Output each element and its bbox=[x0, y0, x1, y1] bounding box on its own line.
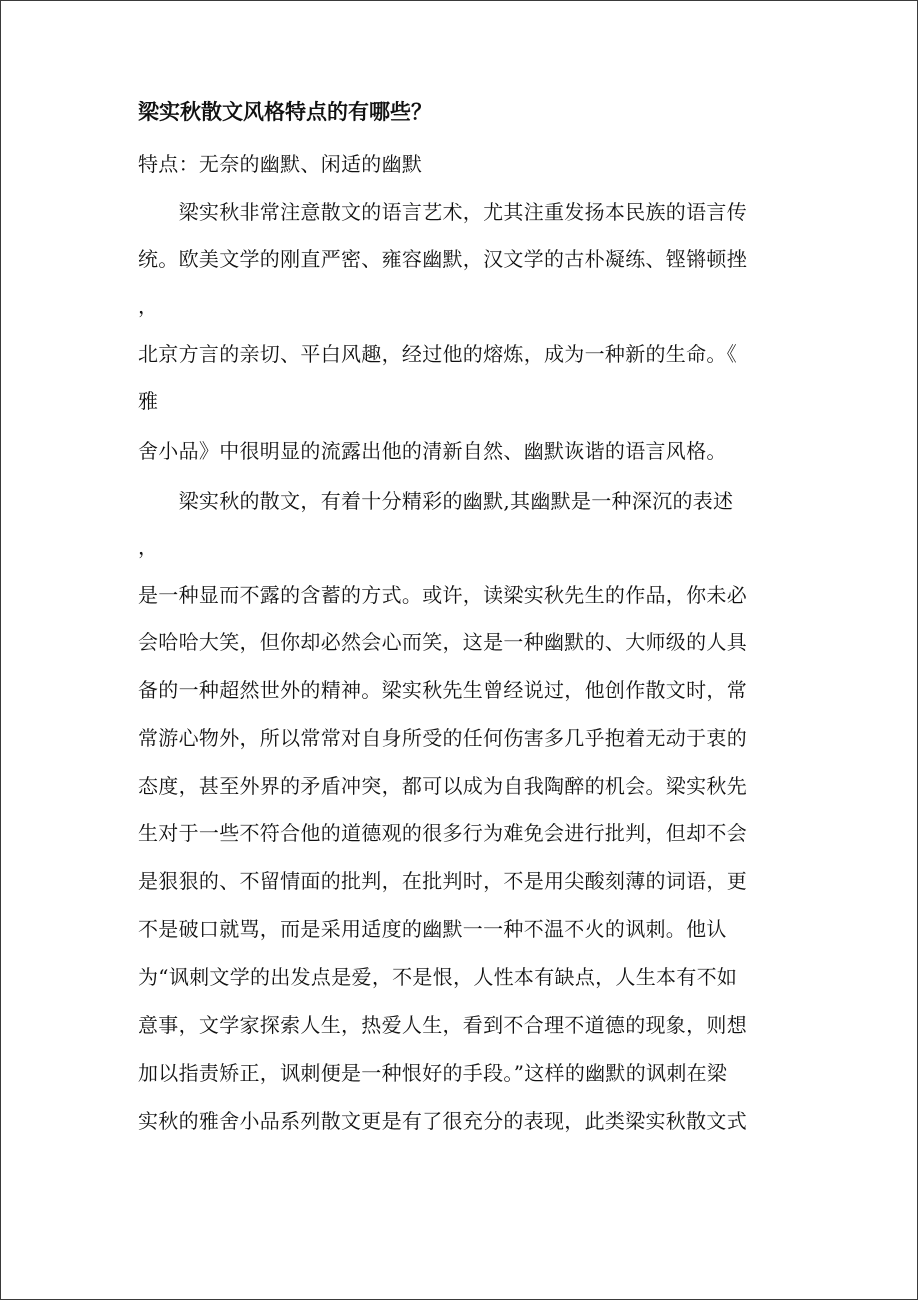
paragraph-line: 态度，甚至外界的矛盾冲突，都可以成为自我陶醉的机会。梁实秋先 bbox=[138, 774, 747, 798]
paragraph-line: 不是破口就骂，而是采用适度的幽默一一种不温不火的讽刺。他认 bbox=[138, 917, 727, 941]
paragraph-line: 舍小品》中很明显的流露出他的清新自然、幽默诙谐的语言风格。 bbox=[138, 439, 727, 463]
paragraph-line: 是一种显而不露的含蓄的方式。或许，读梁实秋先生的作品，你未必 bbox=[138, 583, 747, 607]
paragraph-line: 雅 bbox=[138, 389, 159, 413]
subtitle-line: 特点：无奈的幽默、闲适的幽默 bbox=[138, 152, 423, 176]
paragraph-line: 常游心物外，所以常常对自身所受的任何伤害多几乎抱着无动于衷的 bbox=[138, 726, 747, 750]
paragraph-line: 北京方言的亲切、平白风趣，经过他的熔炼，成为一种新的生命。《 bbox=[138, 342, 737, 366]
paragraph-line: 加以指责矫正，讽刺便是一种恨好的手段。”这样的幽默的讽刺在梁 bbox=[138, 1061, 728, 1085]
paragraph-line: 是狠狠的、不留情面的批判，在批判时，不是用尖酸刻薄的词语，更 bbox=[138, 869, 747, 893]
paragraph-line: 备的一种超然世外的精神。梁实秋先生曾经说过，他创作散文时，常 bbox=[138, 678, 747, 702]
paragraph-line: 生对于一些不符合他的道德观的很多行为难免会进行批判，但却不会 bbox=[138, 821, 747, 845]
paragraph-line: 为“讽刺文学的出发点是爱，不是恨，人性本有缺点，人生本有不如 bbox=[138, 965, 738, 989]
paragraph-line: 意事，文学家探索人生，热爱人生，看到不合理不道德的现象，则想 bbox=[138, 1013, 747, 1037]
paragraph-line: ， bbox=[138, 294, 159, 318]
paragraph-line: 实秋的雅舍小品系列散文更是有了很充分的表现，此类梁实秋散文式 bbox=[138, 1109, 747, 1133]
paragraph-line: 梁实秋非常注意散文的语言艺术，尤其注重发扬本民族的语言传 bbox=[138, 200, 747, 224]
paragraph-line: ， bbox=[138, 535, 159, 559]
paragraph-line: 梁实秋的散文，有着十分精彩的幽默,其幽默是一种深沉的表述 bbox=[138, 489, 734, 513]
document-title: 梁实秋散文风格特点的有哪些？ bbox=[138, 100, 432, 124]
paragraph-line: 统。欧美文学的刚直严密、雍容幽默，汉文学的古朴凝练、铿锵顿挫 bbox=[138, 247, 747, 271]
paragraph-line: 会哈哈大笑，但你却必然会心而笑，这是一种幽默的、大师级的人具 bbox=[138, 630, 747, 654]
